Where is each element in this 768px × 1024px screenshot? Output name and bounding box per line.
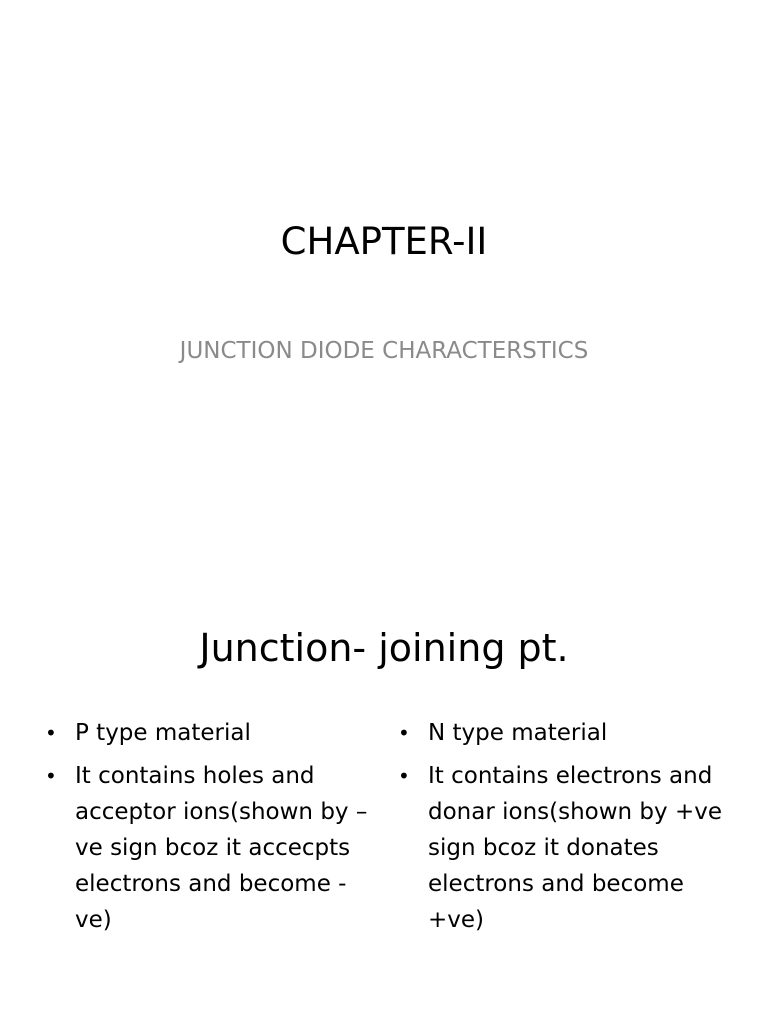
bullet-text: P type material (75, 720, 251, 746)
bullet-text: N type material (428, 720, 608, 746)
bullet-icon: • (45, 764, 57, 788)
bullet-text: It contains electrons and donar ions(shown by +ve sign bcoz it donates electrons and become +ve) (428, 763, 722, 933)
list-item (395, 715, 725, 751)
list-item (395, 758, 725, 938)
chapter-title: CHAPTER-II (280, 220, 488, 263)
bullet-icon: • (398, 721, 410, 745)
slide-heading: Junction- joining pt. (199, 626, 569, 670)
right-bullet-list (395, 715, 725, 945)
list-item (42, 758, 382, 938)
bullet-icon: • (398, 764, 410, 788)
slide-junction (0, 512, 768, 1024)
bullet-text: It contains holes and acceptor ions(shown by –ve sign bcoz it accecpts electrons and become -ve) (75, 763, 368, 933)
left-bullet-list (42, 715, 382, 945)
bullet-icon: • (45, 721, 57, 745)
list-item (42, 715, 382, 751)
chapter-subtitle: JUNCTION DIODE CHARACTERSTICS (179, 338, 589, 364)
